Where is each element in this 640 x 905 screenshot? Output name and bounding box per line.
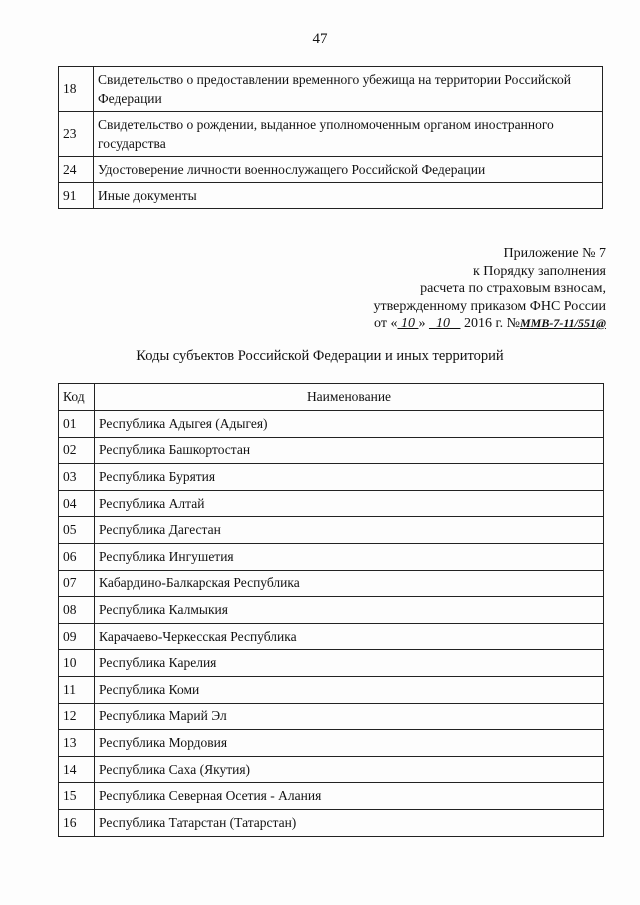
row-name: Удостоверение личности военнослужащего Российской Федерации: [94, 157, 603, 183]
region-row: [59, 517, 604, 544]
region-row: [59, 570, 604, 597]
row-code: 02: [59, 437, 95, 464]
row-code: 24: [59, 157, 94, 183]
appendix-line-4: утвержденному приказом ФНС России: [373, 298, 606, 314]
row-name: Республика Ингушетия: [95, 543, 604, 570]
row-code: 10: [59, 650, 95, 677]
document-types-table: [58, 66, 603, 209]
row-code: 16: [59, 809, 95, 836]
region-row: [59, 650, 604, 677]
row-name: Республика Саха (Якутия): [95, 756, 604, 783]
row-name: Республика Карелия: [95, 650, 604, 677]
footer-stamp: [100, 846, 102, 856]
row-name: Республика Дагестан: [95, 517, 604, 544]
order-number: ММВ-7-11/551@: [520, 316, 606, 330]
row-name: Республика Мордовия: [95, 730, 604, 757]
document-type-row: [59, 67, 603, 112]
row-name: Республика Адыгея (Адыгея): [95, 411, 604, 438]
row-code: 11: [59, 676, 95, 703]
row-code: 03: [59, 464, 95, 491]
date-day: 10: [400, 316, 415, 331]
row-code: 04: [59, 490, 95, 517]
date-mid: »: [418, 316, 426, 331]
row-name: Свидетельство о предоставлении временного убежища на территории Российской Федерации: [94, 67, 603, 112]
row-name: Республика Коми: [95, 676, 604, 703]
row-code: 18: [59, 67, 94, 112]
appendix-date-line: [374, 315, 606, 333]
row-name: Свидетельство о рождении, выданное уполномоченным органом иностранного государства: [94, 112, 603, 157]
row-code: 06: [59, 543, 95, 570]
appendix-line-3: расчета по страховым взносам,: [420, 281, 606, 296]
regions-header-row: [59, 384, 604, 411]
region-row: [59, 411, 604, 438]
region-row: [59, 676, 604, 703]
region-row: [59, 809, 604, 836]
document-type-row: [59, 157, 603, 183]
row-name: Республика Калмыкия: [95, 597, 604, 624]
row-name: Республика Татарстан (Татарстан): [95, 809, 604, 836]
row-code: 01: [59, 411, 95, 438]
header-code: Код: [59, 384, 95, 411]
row-name: Карачаево-Черкесская Республика: [95, 623, 604, 650]
row-name: Республика Башкортостан: [95, 437, 604, 464]
document-type-row: [59, 183, 603, 209]
row-name: Республика Алтай: [95, 490, 604, 517]
document-type-row: [59, 112, 603, 157]
regions-table: [58, 383, 604, 837]
region-row: [59, 783, 604, 810]
appendix-line-1: Приложение № 7: [503, 246, 606, 261]
region-row: [59, 464, 604, 491]
row-name: Республика Бурятия: [95, 464, 604, 491]
row-code: 05: [59, 517, 95, 544]
row-code: 15: [59, 783, 95, 810]
date-month: 10: [435, 316, 450, 331]
row-code: 09: [59, 623, 95, 650]
row-code: 08: [59, 597, 95, 624]
region-row: [59, 703, 604, 730]
row-name: Республика Северная Осетия - Алания: [95, 783, 604, 810]
region-row: [59, 597, 604, 624]
row-name: Республика Марий Эл: [95, 703, 604, 730]
appendix-line-2: к Порядку заполнения: [472, 263, 606, 279]
regions-title: Коды субъектов Российской Федерации и иных территорий: [136, 348, 504, 364]
header-name: Наименование: [95, 384, 604, 411]
row-code: 14: [59, 756, 95, 783]
region-row: [59, 543, 604, 570]
date-prefix: от «: [374, 316, 398, 331]
row-code: 07: [59, 570, 95, 597]
row-code: 13: [59, 730, 95, 757]
row-code: 91: [59, 183, 94, 209]
region-row: [59, 623, 604, 650]
page-number: 47: [312, 31, 328, 47]
row-code: 23: [59, 112, 94, 157]
region-row: [59, 756, 604, 783]
region-row: [59, 730, 604, 757]
region-row: [59, 490, 604, 517]
row-name: Кабардино-Балкарская Республика: [95, 570, 604, 597]
row-name: Иные документы: [94, 183, 603, 209]
appendix-header: [374, 245, 606, 333]
date-year: 2016 г. №: [463, 316, 520, 331]
row-code: 12: [59, 703, 95, 730]
region-row: [59, 437, 604, 464]
